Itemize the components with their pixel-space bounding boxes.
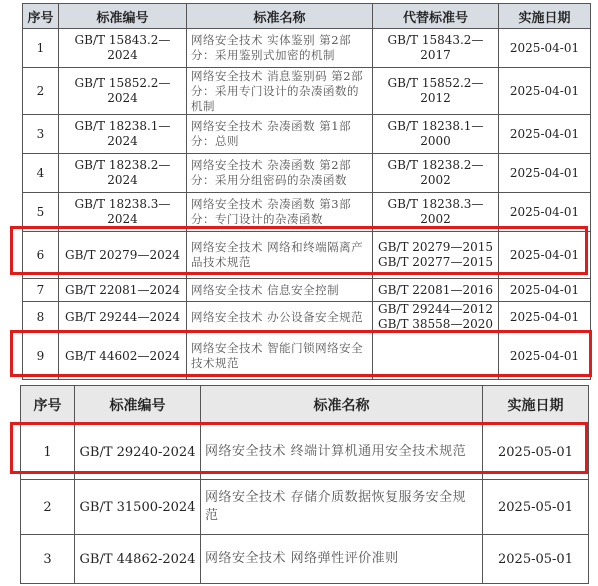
header-date: 实施日期 xyxy=(499,4,591,29)
row-name: 网络安全技术 终端计算机通用安全技术规范 xyxy=(201,425,483,480)
row-no: 3 xyxy=(21,535,75,584)
row-date: 2025-04-01 xyxy=(499,115,591,154)
table-row xyxy=(23,333,591,380)
row-no: 5 xyxy=(23,193,59,232)
row-code: GB/T 44602—2024 xyxy=(59,333,187,380)
row-date: 2025-04-01 xyxy=(499,193,591,232)
row-no: 1 xyxy=(23,29,59,68)
row-date: 2025-04-01 xyxy=(499,29,591,68)
row-name: 网络安全技术 杂凑函数 第3部分：专门设计的杂凑函数 xyxy=(187,193,373,232)
row-no: 9 xyxy=(23,333,59,380)
row-replace xyxy=(373,232,499,279)
row-code: GB/T 15852.2—2024 xyxy=(59,68,187,115)
row-replace xyxy=(373,333,499,380)
table-header-row xyxy=(21,386,589,425)
row-name: 网络安全技术 信息安全控制 xyxy=(187,279,373,302)
standards-table-1 xyxy=(22,3,591,380)
table-row xyxy=(23,302,591,333)
row-code: GB/T 44862-2024 xyxy=(75,535,201,584)
header-code: 标准编号 xyxy=(59,4,187,29)
header-name: 标准名称 xyxy=(187,4,373,29)
row-no: 7 xyxy=(23,279,59,302)
table-row xyxy=(21,480,589,535)
row-replace xyxy=(373,302,499,333)
row-name: 网络安全技术 杂凑函数 第1部分：总则 xyxy=(187,115,373,154)
row-code: GB/T 18238.1—2024 xyxy=(59,115,187,154)
row-replace: GB/T 18238.1—2000 xyxy=(373,115,499,154)
table-row xyxy=(21,535,589,584)
row-no: 1 xyxy=(21,425,75,480)
standards-table-2 xyxy=(20,385,589,584)
header-name: 标准名称 xyxy=(201,386,483,425)
row-name: 网络安全技术 存储介质数据恢复服务安全规范 xyxy=(201,480,483,535)
row-name: 网络安全技术 网络和终端隔离产品技术规范 xyxy=(187,232,373,279)
table-header-row xyxy=(23,4,591,29)
row-replace: GB/T 18238.3—2002 xyxy=(373,193,499,232)
replace-line: GB/T 20277—2015 xyxy=(378,255,493,269)
row-name: 网络安全技术 办公设备安全规范 xyxy=(187,302,373,333)
replace-line: GB/T 20279—2015 xyxy=(378,240,493,254)
row-name: 网络安全技术 消息鉴别码 第2部分：采用专门设计的杂凑函数的机制 xyxy=(187,68,373,115)
row-name: 网络安全技术 网络弹性评价准则 xyxy=(201,535,483,584)
table-row xyxy=(21,425,589,480)
row-no: 8 xyxy=(23,302,59,333)
row-no: 4 xyxy=(23,154,59,193)
row-date: 2025-04-01 xyxy=(499,154,591,193)
row-code: GB/T 22081—2024 xyxy=(59,279,187,302)
row-code: GB/T 20279—2024 xyxy=(59,232,187,279)
row-date: 2025-04-01 xyxy=(499,232,591,279)
row-date: 2025-04-01 xyxy=(499,68,591,115)
row-code: GB/T 31500-2024 xyxy=(75,480,201,535)
row-replace: GB/T 15852.2—2012 xyxy=(373,68,499,115)
row-code: GB/T 29240-2024 xyxy=(75,425,201,480)
table-row xyxy=(23,193,591,232)
header-no: 序号 xyxy=(23,4,59,29)
row-replace: GB/T 22081—2016 xyxy=(373,279,499,302)
row-code: GB/T 18238.3—2024 xyxy=(59,193,187,232)
row-name: 网络安全技术 智能门锁网络安全技术规范 xyxy=(187,333,373,380)
table-row xyxy=(23,29,591,68)
row-name: 网络安全技术 杂凑函数 第2部分：采用分组密码的杂凑函数 xyxy=(187,154,373,193)
header-date: 实施日期 xyxy=(483,386,589,425)
row-no: 3 xyxy=(23,115,59,154)
table-row xyxy=(23,68,591,115)
row-code: GB/T 15843.2—2024 xyxy=(59,29,187,68)
row-replace: GB/T 15843.2—2017 xyxy=(373,29,499,68)
row-date: 2025-04-01 xyxy=(499,333,591,380)
table-row xyxy=(23,154,591,193)
row-no: 6 xyxy=(23,232,59,279)
replace-line: GB/T 29244—2012 xyxy=(378,302,493,316)
row-date: 2025-05-01 xyxy=(483,480,589,535)
row-date: 2025-05-01 xyxy=(483,535,589,584)
row-code: GB/T 29244—2024 xyxy=(59,302,187,333)
table-row xyxy=(23,232,591,279)
row-no: 2 xyxy=(21,480,75,535)
header-replace: 代替标准号 xyxy=(373,4,499,29)
replace-line: GB/T 38558—2020 xyxy=(378,317,493,331)
row-no: 2 xyxy=(23,68,59,115)
row-name: 网络安全技术 实体鉴别 第2部分：采用鉴别式加密的机制 xyxy=(187,29,373,68)
row-date: 2025-04-01 xyxy=(499,302,591,333)
row-date: 2025-04-01 xyxy=(499,279,591,302)
header-no: 序号 xyxy=(21,386,75,425)
row-replace: GB/T 18238.2—2002 xyxy=(373,154,499,193)
row-code: GB/T 18238.2—2024 xyxy=(59,154,187,193)
table-row xyxy=(23,115,591,154)
header-code: 标准编号 xyxy=(75,386,201,425)
row-date: 2025-05-01 xyxy=(483,425,589,480)
table-row xyxy=(23,279,591,302)
